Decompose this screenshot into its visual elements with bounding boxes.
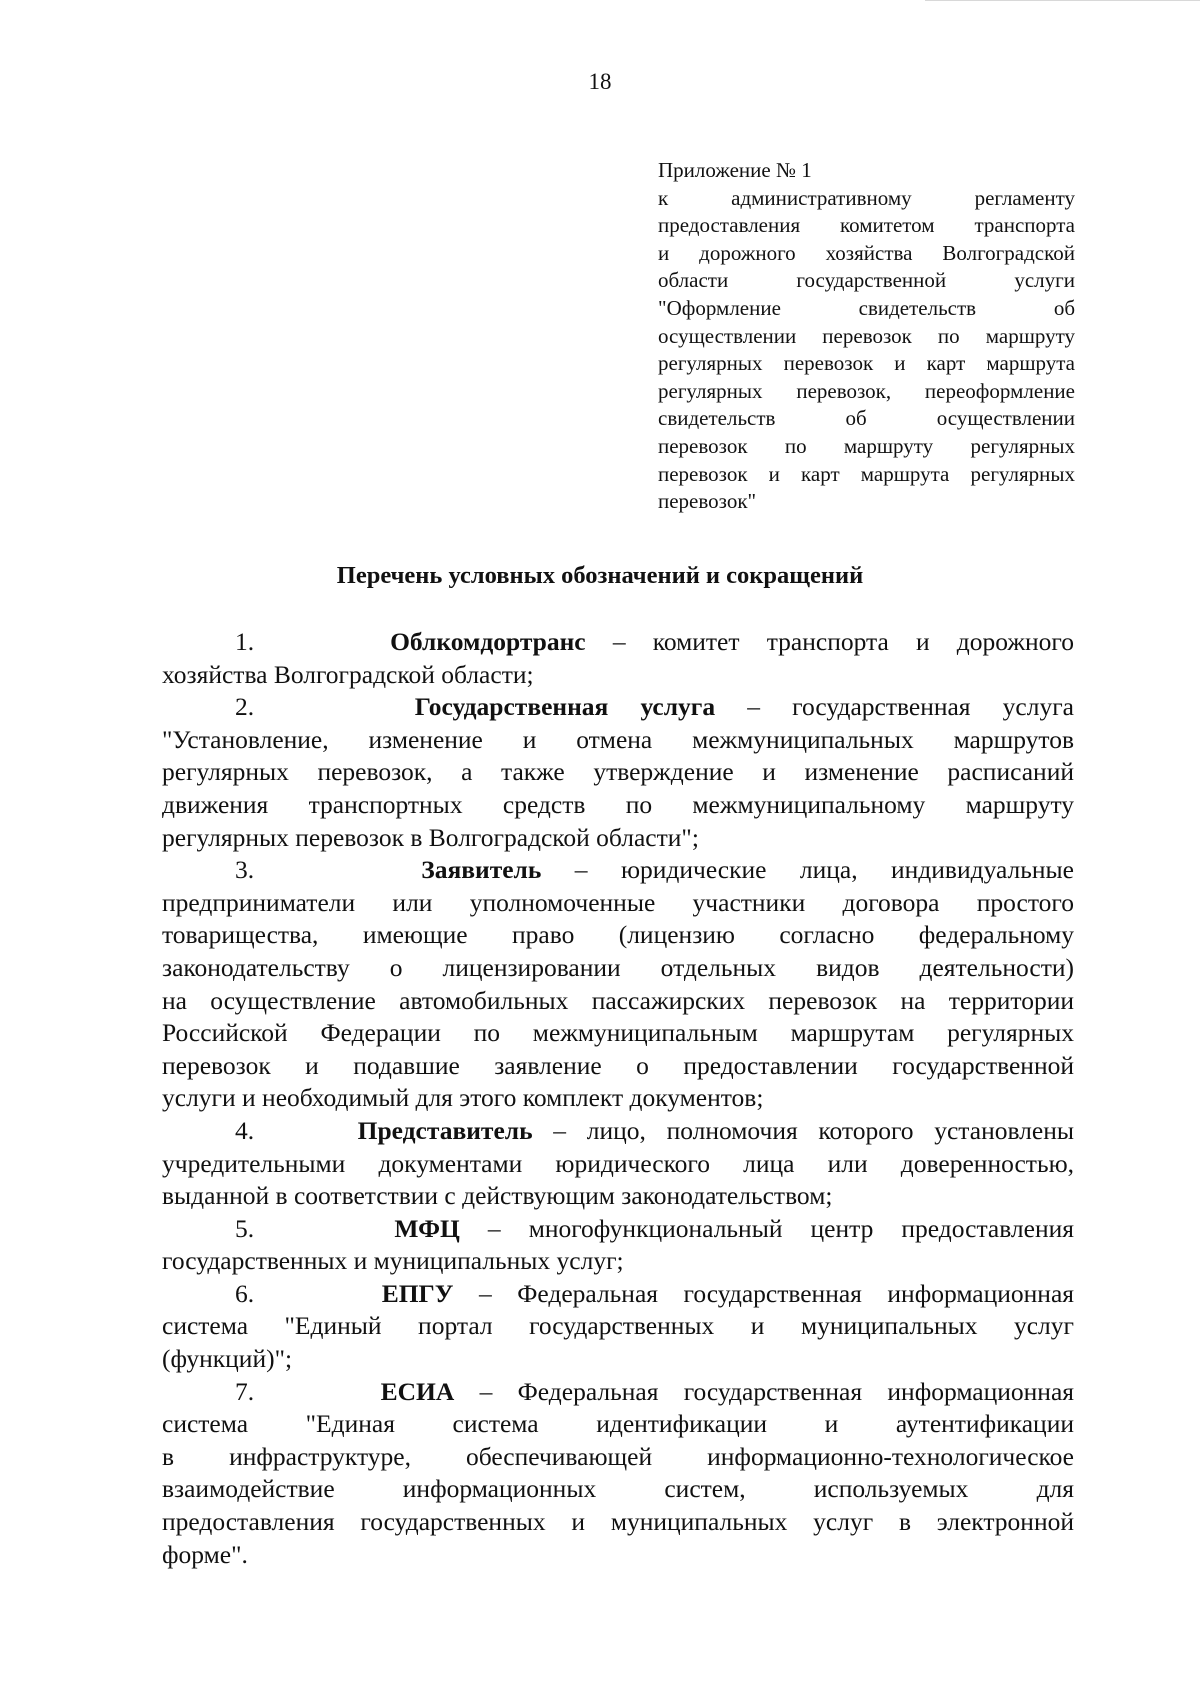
appendix-line: перевозок по маршруту регулярных (658, 433, 1075, 458)
item-term: Облкомдортранс (390, 627, 586, 656)
appendix-line: области государственной услуги (658, 268, 1075, 293)
list-item-line: предприниматели или уполномоченные участники договора простого (162, 887, 1074, 917)
item-term: Заявитель (421, 855, 542, 885)
appendix-line: "Оформление свидетельств об (658, 295, 1075, 320)
item-definition-start: – многофункциональный центр предоставления (459, 1213, 1074, 1243)
list-item-line: хозяйства Волгоградской области; (162, 659, 534, 689)
list-item-line: государственных и муниципальных услуг; (162, 1246, 624, 1276)
item-number: 5. (235, 1213, 255, 1243)
item-definition-start: – лицо, полномочия которого установлены (532, 1115, 1075, 1145)
list-item-line: движения транспортных средств по межмуниципальному маршруту (162, 789, 1074, 819)
list-item-line: предоставления государственных и муниципальных услуг в электронной (162, 1507, 1074, 1537)
appendix-line: регулярных перевозок, переоформление (658, 378, 1075, 403)
list-item-line: учредительными документами юридического лица или доверенностью, (162, 1148, 1074, 1178)
appendix-line: предоставления комитетом транспорта (658, 213, 1075, 238)
list-item-line: на осуществление автомобильных пассажирских перевозок на территории (162, 985, 1074, 1015)
list-item-first-line (162, 1115, 1074, 1148)
item-definition-start: – комитет транспорта и дорожного (585, 627, 1074, 656)
list-item-line: Российской Федерации по межмуниципальным маршрутам регулярных (162, 1018, 1074, 1048)
item-number: 2. (235, 692, 255, 722)
item-term: Представитель (357, 1115, 533, 1145)
item-term: ЕСИА (380, 1376, 455, 1406)
appendix-line: к административному регламенту (658, 185, 1075, 210)
list-item-line: в инфраструктуре, обеспечивающей информационно-технологическое (162, 1441, 1074, 1471)
item-number: 1. (235, 627, 255, 656)
list-item-line: перевозок и подавшие заявление о предоставлении государственной (162, 1050, 1074, 1080)
appendix-line: осуществлении перевозок по маршруту (658, 323, 1075, 348)
list-item-line: взаимодействие информационных систем, используемых для (162, 1474, 1074, 1504)
appendix-line: и дорожного хозяйства Волгоградской (658, 240, 1075, 265)
list-item-line: выданной в соответствии с действующим законодательством; (162, 1181, 833, 1211)
item-number: 6. (235, 1278, 255, 1308)
item-term: МФЦ (394, 1213, 460, 1243)
scan-edge-line (925, 0, 1200, 1)
list-item-line: регулярных перевозок, а также утверждение и изменение расписаний (162, 757, 1074, 787)
item-definition-start: – юридические лица, индивидуальные (541, 855, 1074, 885)
appendix-line: перевозок и карт маршрута регулярных (658, 461, 1075, 486)
appendix-line: свидетельств об осуществлении (658, 406, 1075, 431)
list-item-first-line (162, 691, 1074, 724)
list-item-first-line (162, 1376, 1074, 1409)
list-item-line: законодательству о лицензировании отдельных видов деятельности) (162, 952, 1074, 982)
list-item-line: товарищества, имеющие право (лицензию согласно федеральному (162, 920, 1074, 950)
list-item-line: форме". (162, 1539, 248, 1569)
appendix-header (658, 157, 1075, 516)
list-item-line: "Установление, изменение и отмена межмуниципальных маршрутов (162, 724, 1074, 754)
appendix-line: Приложение № 1 (658, 158, 812, 182)
appendix-line: регулярных перевозок и карт маршрута (658, 351, 1075, 376)
item-term: Государственная услуга (414, 692, 716, 722)
item-definition-start: – Федеральная государственная информационная (453, 1278, 1075, 1308)
item-definition-start: – государственная услуга (715, 692, 1074, 722)
document-title: Перечень условных обозначений и сокращений (336, 562, 864, 589)
item-number: 7. (235, 1376, 255, 1406)
list-item-first-line (162, 626, 1074, 659)
abbreviations-list (162, 626, 1074, 1571)
item-number: 4. (235, 1115, 255, 1145)
page-number: 18 (588, 69, 612, 94)
list-item-first-line (162, 1278, 1074, 1311)
list-item-first-line (162, 854, 1074, 887)
list-item-line: услуги и необходимый для этого комплект документов; (162, 1083, 764, 1113)
list-item-line: (функций)"; (162, 1344, 293, 1374)
list-item-first-line (162, 1213, 1074, 1246)
item-term: ЕПГУ (381, 1278, 454, 1308)
list-item-line: система "Единый портал государственных и муниципальных услуг (162, 1311, 1074, 1341)
list-item-line: система "Единая система идентификации и аутентификации (162, 1409, 1074, 1439)
item-definition-start: – Федеральная государственная информационная (454, 1376, 1074, 1406)
item-number: 3. (235, 855, 255, 885)
list-item-line: регулярных перевозок в Волгоградской области"; (162, 822, 699, 852)
appendix-line: перевозок" (658, 489, 757, 514)
